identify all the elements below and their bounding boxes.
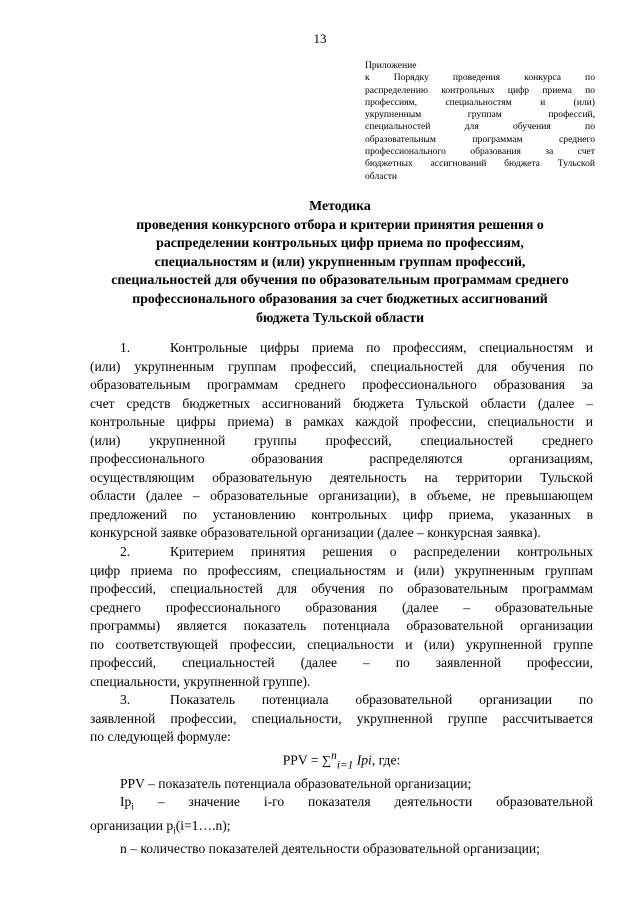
paragraph-line: осуществляющим образовательную деятельность на территории Тульской [90, 469, 593, 485]
annex-line: распределению контрольных цифр приема по [365, 84, 595, 96]
title-line: профессионального образования за счет бюджетных ассигнований [132, 290, 548, 306]
formula-term: Ipi [356, 752, 372, 768]
definition-ppv: PPV – показатель потенциала образовательной организации; [120, 775, 472, 791]
document-title [90, 197, 590, 327]
formula [90, 747, 593, 775]
document-body [90, 339, 593, 858]
annex-line: профессионального образования за счет [365, 146, 595, 158]
title-line: проведения конкурсного отбора и критерии принятия решения о [136, 216, 544, 232]
paragraph-line: по соответствующей профессии, специальности и (или) укрупненной группе [90, 636, 593, 652]
paragraph-line: образовательным программам среднего профессионального образования за [90, 377, 593, 393]
paragraph-line: среднего профессионального образования (далее – образовательные [90, 599, 593, 615]
paragraph-line: (или) укрупненной группы профессий, специальностей среднего [90, 432, 593, 448]
annex-line: профессиям, специальностям и (или) [365, 96, 595, 108]
paragraph-line: счет средств бюджетных ассигнований бюджета Тульской области (далее – [90, 395, 593, 411]
paragraph-line: по следующей формуле: [90, 729, 231, 745]
annex-line: специальностей для обучения по [365, 121, 595, 133]
ip-subscript: i [131, 802, 134, 813]
paragraph-line: заявленной профессии, специальности, укрупненной группе рассчитывается [90, 710, 593, 726]
paragraph-line: конкурсной заявке образовательной организации (далее – конкурсная заявка). [90, 525, 541, 541]
title-line: специальностям и (или) укрупненным группам профессий, [154, 253, 526, 269]
annex-line: к Порядку проведения конкурса по [365, 72, 595, 84]
title-line: Методика [309, 198, 371, 213]
definition-n: n – количество показателей деятельности образовательной организации; [120, 840, 540, 856]
paragraph-text: Показатель потенциала образовательной организации по [170, 692, 593, 708]
paragraph-line: профессий, специальностей для обучения по образовательным программам [90, 581, 593, 597]
definition-ip [90, 793, 593, 816]
ip-text: – значение i-го показателя деятельности образовательной [133, 794, 593, 810]
paragraph-text: Контрольные цифры приема по профессиям, специальностям и [170, 340, 593, 355]
paragraph-number: 3. [120, 692, 131, 708]
annex-note [365, 60, 595, 183]
paragraph-line: области (далее – образовательные организации), в объеме, не превышающем [90, 488, 593, 504]
paragraph-line: контрольные цифры приема) в рамках каждой профессии, специальности и [90, 414, 593, 430]
paragraph-number: 1. [120, 340, 131, 355]
paragraph-text: Критерием принятия решения о распределении контрольных [170, 544, 593, 560]
ip-symbol: Ip [120, 794, 132, 810]
title-line: распределении контрольных цифр приема по профессиям, [156, 235, 524, 251]
sum-symbol: ∑ [321, 752, 332, 768]
paragraph-line: предложений по установлению контрольных цифр приема, указанных в [90, 506, 593, 522]
definition-ip-cont [90, 817, 593, 840]
page-number: 13 [313, 31, 327, 46]
paragraph-line: специальности, укрупненной группе). [90, 673, 311, 689]
annex-line: бюджетных ассигнований бюджета Тульской [365, 158, 595, 170]
paragraph-line: цифр приема по профессиям, специальностям и (или) укрупненным группам [90, 562, 593, 578]
paragraph-line: профессионального образования распределяются организациям, [90, 451, 593, 467]
sum-upper-text: n [331, 750, 337, 763]
paragraph-line [90, 543, 593, 562]
annex-line: области [365, 170, 398, 182]
paragraph-line: программы) является показатель потенциала образовательной организации [90, 618, 593, 634]
sum-lower [337, 759, 353, 771]
paragraph-line [90, 339, 593, 358]
sum-lower-text: i=1 [336, 759, 354, 772]
title-line: специальностей для обучения по образовательным программам среднего [111, 272, 569, 288]
paragraph-number: 2. [120, 544, 131, 560]
ip-cont-post: (i=1….n); [175, 817, 231, 833]
paragraph-line: профессий, специальностей (далее – по заявленной профессии, [90, 655, 593, 671]
formula-lhs: PPV = [282, 752, 322, 768]
title-line: бюджета Тульской области [255, 309, 425, 325]
paragraph-line [90, 691, 593, 710]
ip-cont-pre: организации p [90, 817, 174, 833]
formula-tail: , где: [371, 752, 401, 768]
annex-line: образовательным программам среднего [365, 133, 595, 145]
annex-line: Приложение [365, 60, 417, 71]
paragraph-line: (или) укрупненным группам профессий, специальностей для обучения по [90, 358, 593, 374]
ip-cont-subscript: i [173, 825, 176, 836]
annex-line: укрупненным группам профессий, [365, 109, 595, 121]
